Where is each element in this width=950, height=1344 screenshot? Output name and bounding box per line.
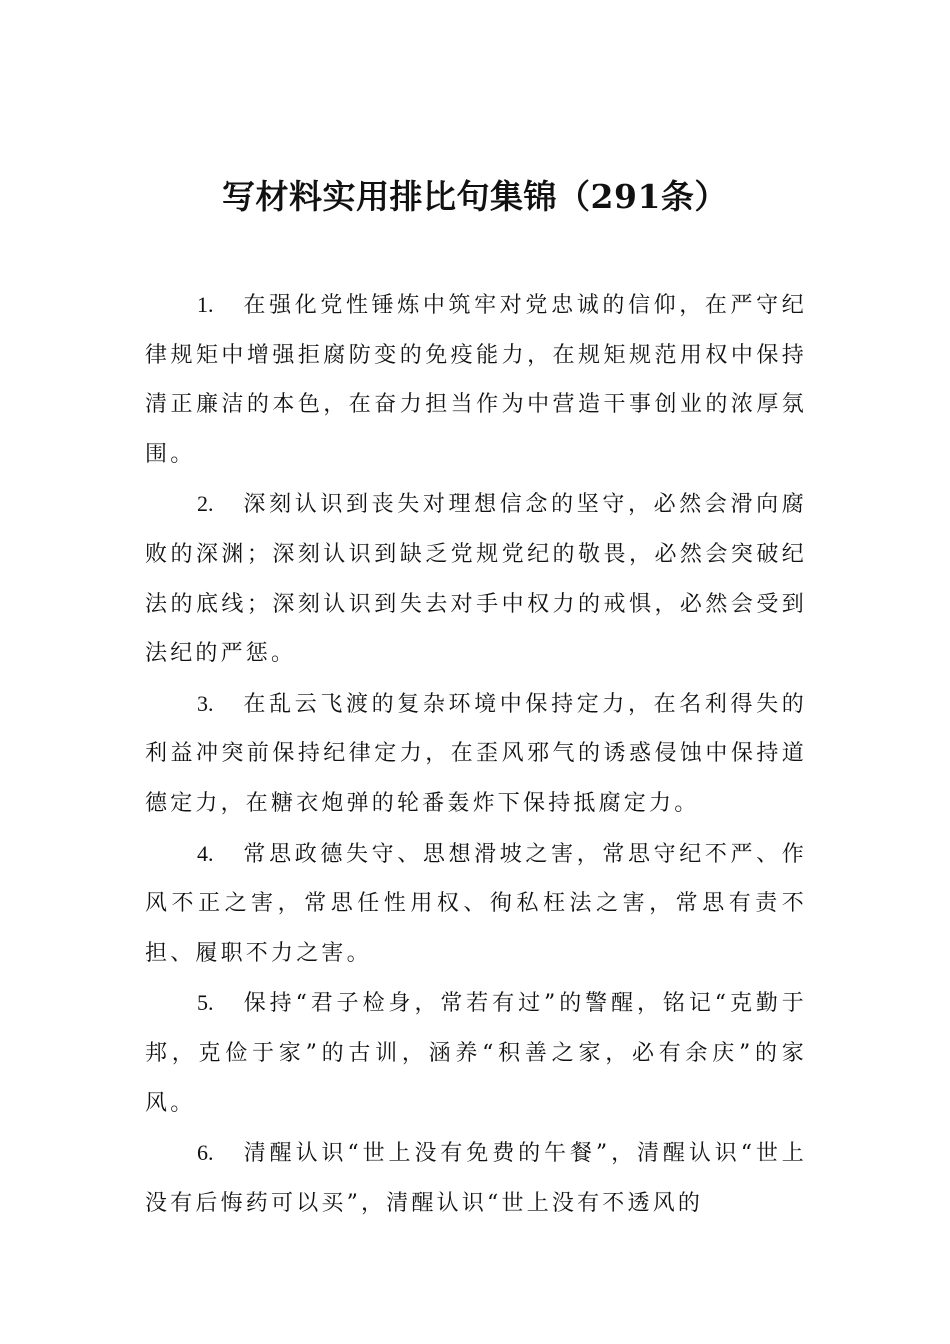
item-number: 5. bbox=[197, 990, 214, 1016]
item-number: 4. bbox=[197, 840, 214, 866]
item-text: 保持“君子检身，常若有过”的警醒，铭记“克勤于邦，克俭于家”的古训，涵养“积善之家，必有余庆”的家风。 bbox=[145, 991, 807, 1116]
document-title: 写材料实用排比句集锦（291条） bbox=[222, 177, 728, 216]
item-text: 常思政德失守、思想滑坡之害，常思守纪不严、作风不正之害，常思任性用权、徇私枉法之害，常思有责不担、履职不力之害。 bbox=[145, 841, 807, 966]
item-number: 6. bbox=[197, 1140, 214, 1166]
document-body bbox=[145, 280, 807, 1228]
list-item bbox=[145, 479, 807, 678]
item-text: 在乱云飞渡的复杂环境中保持定力，在名利得失的利益冲突前保持纪律定力，在歪风邪气的诱惑侵蚀中保持道德定力，在糖衣炮弹的轮番轰炸下保持抵腐定力。 bbox=[145, 691, 807, 816]
item-text: 在强化党性锤炼中筑牢对党忠诚的信仰，在严守纪律规矩中增强拒腐防变的免疫能力，在规矩规范用权中保持清正廉洁的本色，在奋力担当作为中营造干事创业的浓厚氛围。 bbox=[145, 293, 807, 467]
item-text: 深刻认识到丧失对理想信念的坚守，必然会滑向腐败的深渊；深刻认识到缺乏党规党纪的敬畏，必然会突破纪法的底线；深刻认识到失去对手中权力的戒惧，必然会受到法纪的严惩。 bbox=[145, 492, 807, 667]
item-number: 3. bbox=[197, 690, 214, 716]
list-item bbox=[145, 978, 807, 1128]
list-item bbox=[145, 829, 807, 979]
item-number: 2. bbox=[197, 491, 214, 517]
list-item bbox=[145, 679, 807, 829]
item-text: 清醒认识“世上没有免费的午餐”，清醒认识“世上没有后悔药可以买”，清醒认识“世上没有不透风的 bbox=[145, 1141, 807, 1216]
list-item bbox=[145, 1128, 807, 1228]
list-item bbox=[145, 280, 807, 479]
item-number: 1. bbox=[197, 292, 214, 317]
